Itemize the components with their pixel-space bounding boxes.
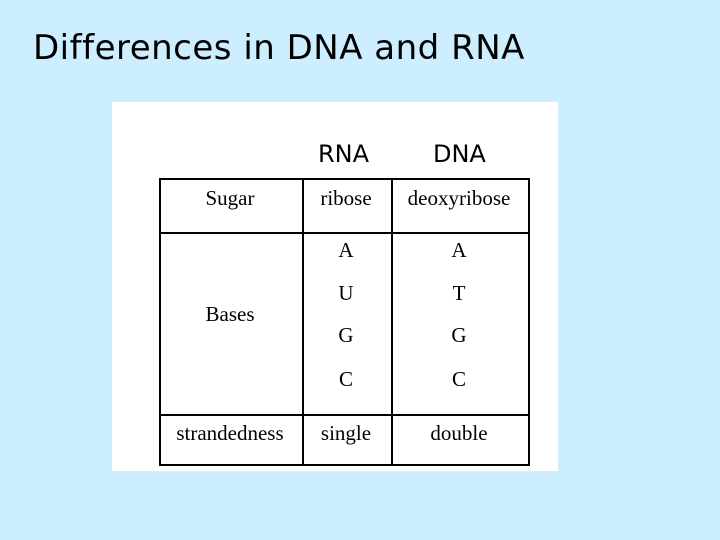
cell-sugar-rna: ribose [320, 186, 372, 210]
cell-base-rna: G [338, 323, 354, 347]
cell-base-dna: T [452, 281, 466, 305]
cell-base-rna: C [338, 367, 354, 391]
cell-sugar-dna: deoxyribose [407, 186, 511, 210]
cell-strandedness-dna: double [430, 421, 488, 445]
comparison-table [159, 178, 530, 466]
column-header-rna: RNA [318, 140, 370, 168]
cell-strandedness-rna: single [320, 421, 372, 445]
row-label-sugar: Sugar [205, 186, 255, 210]
table-divider [302, 180, 304, 464]
cell-base-dna: C [451, 367, 467, 391]
slide-title: Differences in DNA and RNA [33, 28, 525, 68]
comparison-table-image [112, 102, 558, 471]
table-divider [391, 180, 393, 464]
table-divider [161, 232, 528, 234]
cell-base-rna: A [338, 238, 354, 262]
cell-base-dna: A [451, 238, 467, 262]
row-label-strandedness: strandedness [176, 421, 284, 445]
cell-base-rna: U [338, 281, 354, 305]
cell-base-dna: G [451, 323, 467, 347]
column-header-dna: DNA [433, 140, 486, 168]
row-label-bases: Bases [205, 302, 255, 326]
table-divider [161, 414, 528, 416]
